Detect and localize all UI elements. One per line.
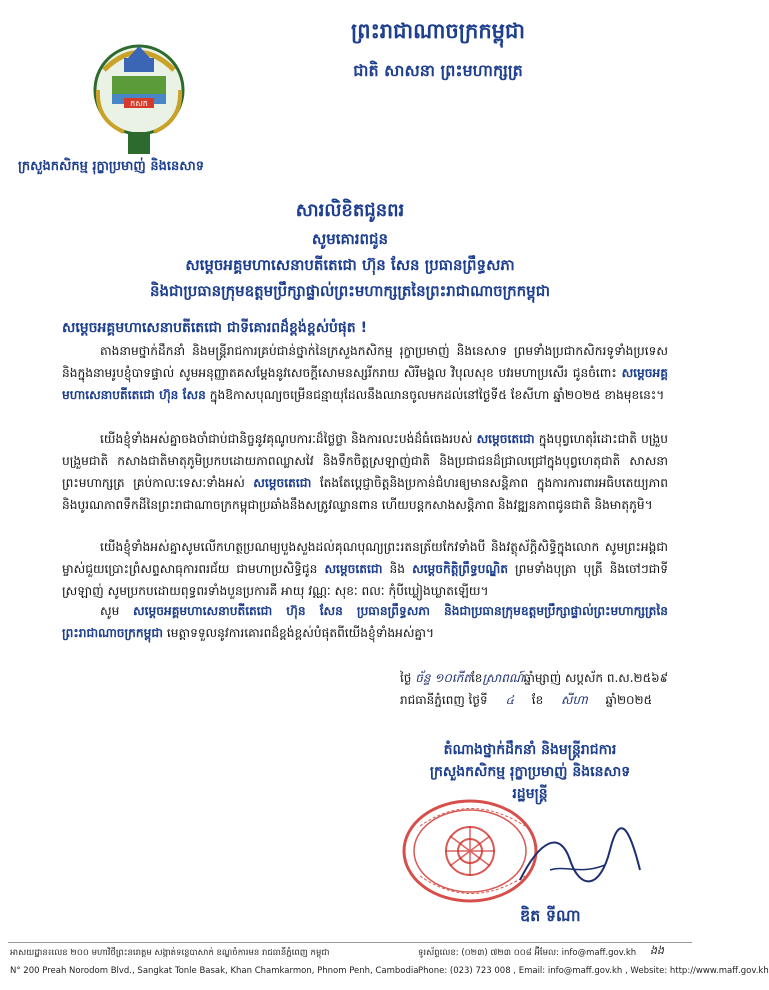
ministry-logo bbox=[84, 40, 194, 158]
logo-text: កសក bbox=[130, 99, 148, 108]
footer-contact-english: Phone: (023) 723 008 , Email: info@maff.gov.kh , Website: http://www.maff.gov.kh bbox=[418, 966, 769, 976]
p3-text-b: និង bbox=[382, 562, 413, 576]
lunar-day-handwritten: ១០កើត bbox=[434, 671, 471, 685]
lunar-month-handwritten: ស្រាពណ៍ bbox=[482, 671, 524, 685]
paragraph-1 bbox=[62, 340, 668, 406]
recipient-line-2: និងជាប្រធានក្រុមឧត្តមប្រឹក្សាផ្ទាល់ព្រះមហាក្សត្រនៃព្រះរាជាណាចក្រកម្ពុជា bbox=[150, 282, 550, 300]
p3-text-a: យើងខ្ញុំទាំងអស់គ្នាសូមលើកហត្ថប្រណម្យបួងសួងដល់គុណបុណ្យព្រះរតនត្រ័យកែវទាំងបី និងវត្ថុស័ក្ដិសិទ្ធិក្នុងលោក សូមព្រះអង្គជាម្ចាស់ជួយប្រោះព្រំសព្ទសាធុការពរជ័យ ជាមហាប្រសិទ្ធិជូន bbox=[62, 540, 668, 576]
date-solar bbox=[400, 692, 652, 710]
solar-month-label: ខែ bbox=[531, 693, 544, 707]
ministry-name: ក្រសួងកសិកម្ម រុក្ខាប្រមាញ់ និងនេសាទ bbox=[18, 159, 204, 174]
solar-year: ឆ្នាំ២០២៥ bbox=[605, 693, 653, 707]
footer-initial: ងង bbox=[650, 944, 664, 957]
signer-name: ឌិត ទីណា bbox=[520, 906, 581, 925]
paragraph-4 bbox=[62, 600, 668, 644]
solar-location-label: រាជធានីភ្នំពេញ ថ្ងៃទី bbox=[400, 693, 488, 707]
paragraph-3 bbox=[62, 536, 668, 602]
p1-highlight: សម្ដេចអគ្គមហាសេនាបតីតេជោ ហ៊ុន សែន bbox=[62, 366, 668, 402]
national-motto: ជាតិ សាសនា ព្រះមហាក្សត្រ bbox=[353, 61, 523, 80]
p2-text-c: តែងតែប្ដេជ្ញាចិត្តនិងប្រកាន់ជំហរឲ្យមានសន្តិភាព ក្នុងការការពារអធិបតេយ្យភាព និងបូរណភាពទឹកដីនៃព្រះរាជាណាចក្រកម្ពុជាប្រឆាំងនឹងសត្រូវឈ្លានពាន ហើយបន្តកសាងសន្តិភាព និងវឌ្ឍនភាពជូនជាតិ និងមាតុភូមិ។ bbox=[62, 476, 668, 512]
lunar-year: ឆ្នាំម្សាញ់ សប្តស័ក ព.ស.២៥៦៩ bbox=[523, 671, 669, 685]
p3-highlight-2: សម្ដេចកិត្តិព្រឹទ្ធបណ្ឌិត bbox=[412, 562, 508, 576]
p1-text-b: ក្នុងឱកាសបុណ្យចម្រើនជន្មាយុដែលនឹងឈានចូលមកដល់នៅថ្ងៃទី៥ ខែសីហា ឆ្នាំ២០២៥ ខាងមុខនេះ។ bbox=[205, 388, 665, 402]
footer-address-english: N° 200 Preah Norodom Blvd., Sangkat Tonle Basak, Khan Chamkarmon, Phnom Penh, Cambodia bbox=[10, 966, 419, 976]
p2-highlight-1: សម្ដេចតេជោ bbox=[476, 432, 535, 446]
p2-text-a: យើងខ្ញុំទាំងអស់គ្នាចងចាំជាប់ជានិច្ចនូវគុណូបការៈដ៏ថ្លៃថ្លា និងការលះបង់ដ៏ធំធេងរបស់ bbox=[100, 432, 477, 446]
salutation: សម្ដេចអគ្គមហាសេនាបតីតេជោ ជាទីគោរពដ៏ខ្ពង់ខ្ពស់បំផុត ! bbox=[62, 320, 367, 336]
p4-text-b: មេត្តាទទួលនូវការគោរពដ៏ខ្ពង់ខ្ពស់បំផុតពីយើងខ្ញុំទាំងអស់គ្នា។ bbox=[163, 626, 435, 640]
solar-month-handwritten: សីហា bbox=[561, 693, 588, 707]
solar-day-handwritten: ៤ bbox=[505, 693, 514, 707]
p4-text-a: សូម bbox=[100, 604, 134, 618]
respect-line: សូមគោរពជូន bbox=[311, 230, 389, 248]
kingdom-title: ព្រះរាជាណាចក្រកម្ពុជា bbox=[350, 18, 525, 43]
signature-line-1: តំណាងថ្នាក់ដឹកនាំ និងមន្ត្រីរាជការ bbox=[443, 742, 617, 758]
lunar-month-label: ខែ bbox=[470, 671, 483, 685]
footer-contact-khmer: ទូរស័ព្ទលេខ: (០២៣) ៧២៣ ០០៨ អ៊ីមែល: info@maff.gov.kh bbox=[418, 948, 637, 958]
p2-text-b: ក្នុងបុព្វហេតុរំដោះជាតិ បង្រួបបង្រួមជាតិ កសាងជាតិមាតុភូមិប្រកបដោយភាពឈ្លាសវៃ និងទឹកចិត្តស្រឡាញ់ជាតិ និងប្រជាជនដ៏ជ្រាលជ្រៅក្នុងបុព្វហេតុជាតិ សាសនា ព្រះមហាក្សត្រ គ្រប់កាលៈទេសៈទាំងអស់ bbox=[62, 432, 668, 490]
signature-line-2: ក្រសួងកសិកម្ម រុក្ខាប្រមាញ់ និងនេសាទ bbox=[429, 764, 631, 780]
p2-highlight-2: សម្ដេចតេជោ bbox=[253, 476, 312, 490]
date-lunar bbox=[400, 670, 668, 688]
lunar-day-label: ថ្ងៃ bbox=[400, 671, 412, 685]
handwritten-signature bbox=[510, 820, 650, 900]
signature-title: រដ្ឋមន្ត្រី bbox=[512, 786, 548, 802]
footer-address-khmer: អាសយដ្ឋាន៖លេខ ២០០ មហាវិថីព្រះនរោត្តម សង្កាត់ទន្លេបាសាក់ ខណ្ឌចំការមន រាជធានីភ្នំពេញ កម្ពុជា bbox=[10, 948, 330, 958]
p1-text-a: តាងនាមថ្នាក់ដឹកនាំ និងមន្ត្រីរាជការគ្រប់ជាន់ថ្នាក់នៃក្រសួងកសិកម្ម រុក្ខាប្រមាញ់ និងនេសាទ ព្រមទាំងប្រជាកសិករទូទាំងប្រទេស និងក្នុងនាមរូបខ្ញុំបាទផ្ទាល់ សូមអនុញ្ញាតគសម្ដែងនូវសេចក្ដីសោមនស្សរីករាយ សិរីមង្គល វិបុលសុខ បវរមហាប្រសើរ ជូនចំពោះ bbox=[62, 344, 668, 380]
letter-title: សារលិខិតជូនពរ bbox=[295, 200, 405, 221]
p3-highlight-1: សម្ដេចតេជោ bbox=[324, 562, 383, 576]
paragraph-2 bbox=[62, 428, 668, 516]
lunar-weekday-handwritten: ច័ន្ទ bbox=[415, 671, 431, 685]
footer-divider bbox=[8, 942, 692, 943]
p4-highlight: សម្ដេចអគ្គមហាសេនាបតីតេជោ ហ៊ុន សែន ប្រធានព្រឹទ្ធសភា និងជាប្រធានក្រុមឧត្តមប្រឹក្សាផ្ទាល់ព្រះមហាក្សត្រនៃព្រះរាជាណាចក្រកម្ពុជា bbox=[62, 604, 668, 640]
p3-text-c: ព្រមទាំងបុត្រា បុត្រី និងចៅៗជាទីស្រឡាញ់ សូមប្រកបដោយពុទ្ធពរទាំងបួនប្រការគឺ អាយុ វណ្ណៈ សុខៈ ពលៈ កុំបីឃ្លៀងឃ្លាតឡើយ។ bbox=[62, 562, 668, 598]
recipient-line-1: សម្ដេចអគ្គមហាសេនាបតីតេជោ ហ៊ុន សែន ប្រធានព្រឹទ្ធសភា bbox=[185, 256, 515, 274]
